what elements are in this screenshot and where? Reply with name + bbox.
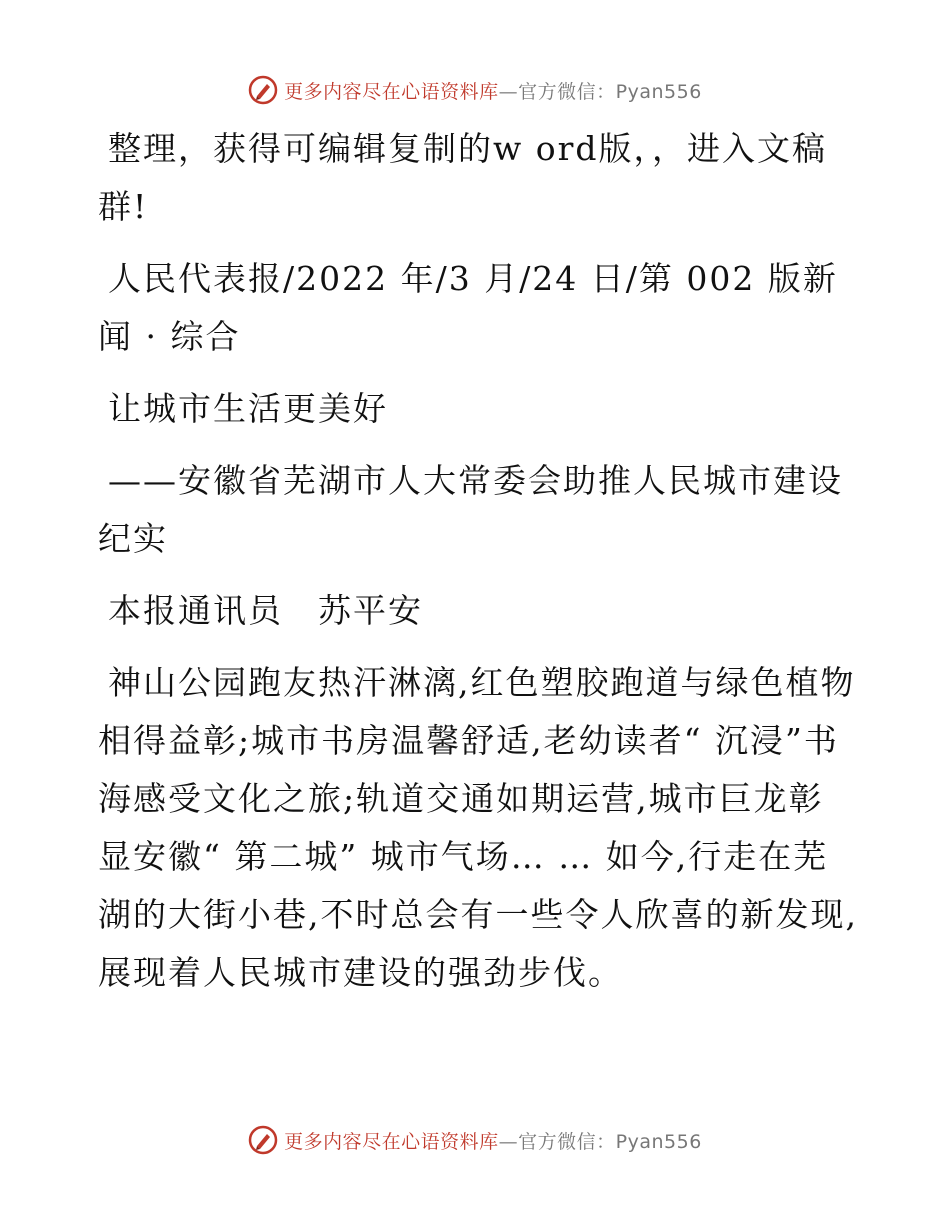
banner-main-text: 更多内容尽在心语资料库 [284, 80, 499, 103]
banner-dash: — [498, 1130, 519, 1153]
header-watermark [0, 72, 950, 108]
document-body [98, 120, 858, 1016]
footer-watermark [0, 1122, 950, 1158]
banner-wechat: 官方微信：Pyan556 [518, 1130, 702, 1153]
article-title: 让城市生活更美好 [108, 389, 388, 428]
paragraph-note: 整理，获得可编辑复制的w ord版，，进入文稿群! [98, 129, 828, 226]
banner-label [284, 1127, 702, 1154]
article-body-paragraph: 神山公园跑友热汗淋漓,红色塑胶跑道与绿色植物相得益彰;城市书房温馨舒适,老幼读者“ 沉浸”书海感受文化之旅;轨道交通如期运营,城市巨龙彰显安徽“ 第二城” 城市气场… … 如今,行走在芜湖的大街小巷,不时总会有一些令人欣喜的新发现,展现着人民城市建设的强劲步伐。 [98, 663, 858, 992]
banner-wechat: 官方微信：Pyan556 [518, 80, 702, 103]
banner-dash: — [498, 80, 519, 103]
article-byline: 本报通讯员 苏平安 [108, 591, 423, 630]
paragraph-source: 人民代表报/2022 年/3 月/24 日/第 002 版新闻 · 综合 [98, 259, 838, 356]
pen-logo-icon [248, 1125, 278, 1155]
pen-logo-icon [248, 75, 278, 105]
article-subtitle: ——安徽省芜湖市人大常委会助推人民城市建设纪实 [98, 461, 843, 558]
banner-label [284, 77, 702, 104]
banner-main-text: 更多内容尽在心语资料库 [284, 1130, 499, 1153]
